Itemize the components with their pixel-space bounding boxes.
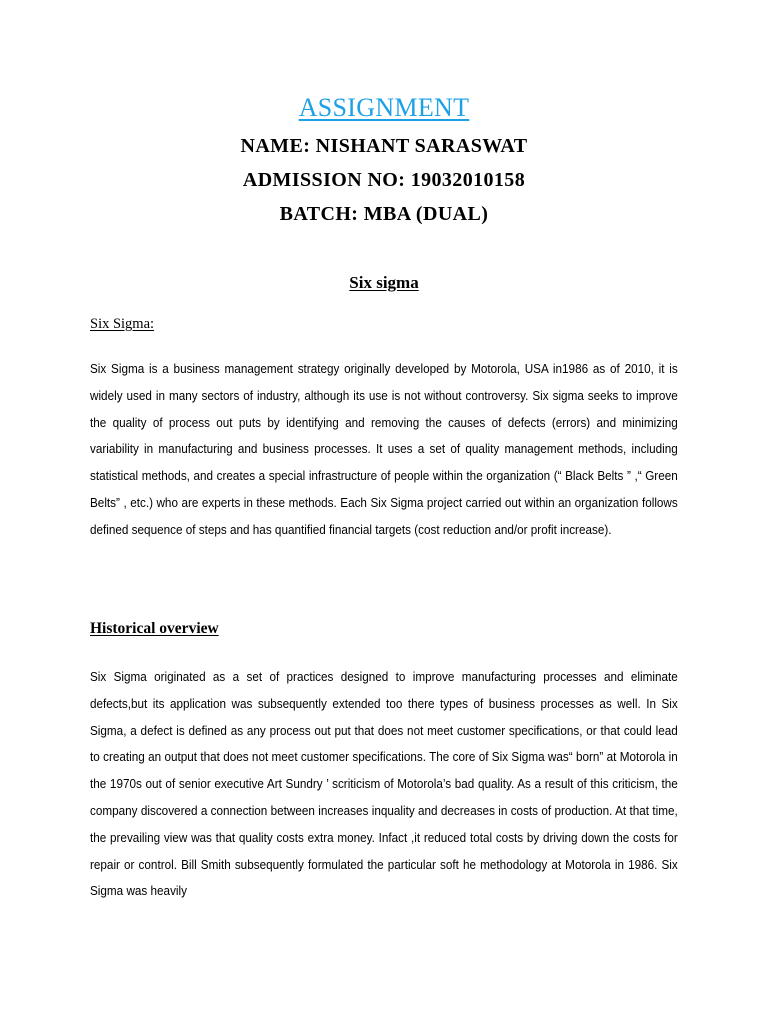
section-title: Six sigma: [349, 273, 419, 292]
historical-overview-heading: Historical overview: [90, 620, 219, 637]
admission-number: ADMISSION NO: 19032010158: [242, 169, 526, 191]
paragraph-intro: Six Sigma is a business management strategy originally developed by Motorola, USA in1986 as of 2010, it is widely used in many sectors of industry, although its use is not without controversy. Six sigma seeks to improve the quality of process out puts by identifying and removing the causes of defects (errors) and minimizing variability in manufacturing and business processes. It uses a set of quality management methods, including statistical methods, and creates a special infrastructure of people within the organization (“ Black Belts ” ,“ Green Belts” , etc.) who are experts in these methods. Each Six Sigma project carried out within an organization follows defined sequence of steps and has quantified financial targets (cost reduction and/or profit increase).: [90, 362, 678, 537]
paragraph-history: Six Sigma originated as a set of practices designed to improve manufacturing processes and eliminate defects,but its application was subsequently extended too there types of business processes as well. In Six Sigma, a defect is defined as any process out put that does not meet customer specifications, or that could lead to creating an output that does not meet customer specifications. The core of Six Sigma was“ born” at Motorola in the 1970s out of senior executive Art Sundry ’ scriticism of Motorola’s bad quality. As a result of this criticism, the company discovered a connection between increases inquality and decreases in costs of production. At that time, the prevailing view was that quality costs extra money. Infact ,it reduced total costs by driving down the costs for repair or control. Bill Smith subsequently formulated the particular soft he methodology at Motorola in 1986. Six Sigma was heavily: [90, 670, 678, 899]
document-title: ASSIGNMENT: [298, 93, 470, 122]
student-name: NAME: NISHANT SARASWAT: [240, 135, 528, 157]
subsection-title: Six Sigma:: [90, 316, 155, 332]
batch-info: BATCH: MBA (DUAL): [279, 203, 489, 225]
